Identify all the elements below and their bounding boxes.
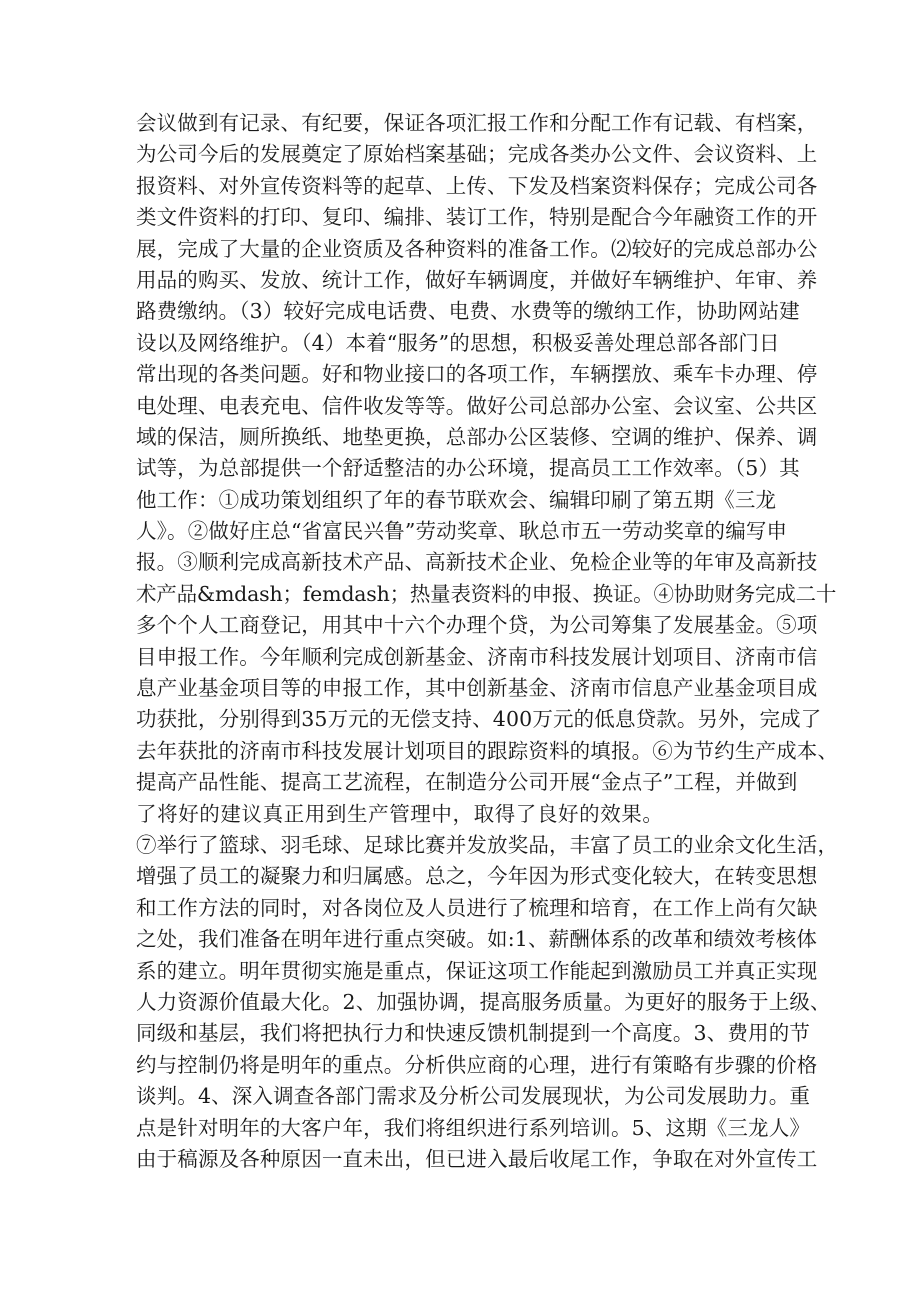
text-line: 展，完成了大量的企业资质及各种资料的准备工作。⑵较好的完成总部办公 <box>136 236 818 261</box>
text-line: 点是针对明年的大客户年，我们将组织进行系列培训。5、这期《三龙人》 <box>136 1115 810 1140</box>
text-line: 之处，我们准备在明年进行重点突破。如:1、薪酬体系的改革和绩效考核体 <box>136 927 818 952</box>
text-line: ⑦举行了篮球、羽毛球、足球比赛并发放奖品，丰富了员工的业余文化生活， <box>136 832 839 857</box>
text-line: 他工作：①成功策划组织了年的春节联欢会、编辑印刷了第五期《三龙 <box>136 487 777 512</box>
text-line: 谈判。4、深入调查各部门需求及分析公司发展现状，为公司发展助力。重 <box>136 1084 810 1109</box>
text-line: 电处理、电表充电、信件收发等等。做好公司总部办公室、会议室、公共区 <box>136 393 818 418</box>
text-line: 为公司今后的发展奠定了原始档案基础；完成各类办公文件、会议资料、上 <box>136 142 818 167</box>
text-line: 类文件资料的打印、复印、编排、装订工作，特别是配合今年融资工作的开 <box>136 205 818 230</box>
text-line: 会议做到有记录、有纪要，保证各项汇报工作和分配工作有记载、有档案， <box>136 111 818 135</box>
text-line: 多个个人工商登记，用其中十六个办理个贷，为公司筹集了发展基金。⑤项 <box>136 613 818 638</box>
text-line: 了将好的建议真正用到生产管理中，取得了良好的效果。 <box>136 801 664 826</box>
text-line: 约与控制仍将是明年的重点。分析供应商的心理，进行有策略有步骤的价格 <box>136 1052 818 1077</box>
text-line: 常出现的各类问题。好和物业接口的各项工作，车辆摆放、乘车卡办理、停 <box>136 362 818 387</box>
text-line: 人力资源价值最大化。2、加强协调，提高服务质量。为更好的服务于上级、 <box>136 989 831 1014</box>
document-body <box>136 108 839 1175</box>
text-line: 设以及网络维护。（4）本着“服务”的思想，积极妥善处理总部各部门日 <box>136 330 780 355</box>
text-line: 用品的购买、发放、统计工作，做好车辆调度，并做好车辆维护、年审、养 <box>136 267 818 292</box>
text-line: 提高产品性能、提高工艺流程，在制造分公司开展“金点子”工程，并做到 <box>136 770 798 795</box>
text-line: 同级和基层，我们将把执行力和快速反馈机制提到一个高度。3、费用的节 <box>136 1021 810 1046</box>
text-line: 去年获批的济南市科技发展计划项目的跟踪资料的填报。⑥为节约生产成本、 <box>136 738 839 763</box>
text-line: 试等，为总部提供一个舒适整洁的办公环境，提高员工工作效率。（5）其 <box>136 456 800 481</box>
text-line: 功获批，分别得到35万元的无偿支持、400万元的低息贷款。另外，完成了 <box>136 707 822 732</box>
text-line: 报资料、对外宣传资料等的起草、上传、下发及档案资料保存；完成公司各 <box>136 173 818 198</box>
text-line: 息产业基金项目等的申报工作，其中创新基金、济南市信息产业基金项目成 <box>136 676 818 701</box>
text-line: 域的保洁，厕所换纸、地垫更换，总部办公区装修、空调的维护、保养、调 <box>136 424 818 449</box>
text-line: 增强了员工的凝聚力和归属感。总之，今年因为形式变化较大，在转变思想 <box>136 864 818 889</box>
text-line: 路费缴纳。（3）较好完成电话费、电费、水费等的缴纳工作，协助网站建 <box>136 299 800 324</box>
text-line: 人》。②做好庄总“省富民兴鲁”劳动奖章、耿总市五一劳动奖章的编写申 <box>136 519 788 544</box>
text-line: 目申报工作。今年顺利完成创新基金、济南市科技发展计划项目、济南市信 <box>136 644 818 669</box>
text-line: 由于稿源及各种原因一直未出，但已进入最后收尾工作，争取在对外宣传工 <box>136 1146 818 1171</box>
text-line: 报。③顺利完成高新技术产品、高新技术企业、免检企业等的年审及高新技 <box>136 550 818 575</box>
text-line: 和工作方法的同时，对各岗位及人员进行了梳理和培育，在工作上尚有欠缺 <box>136 895 818 920</box>
text-line: 术产品&mdash；femdash；热量表资料的申报、换证。④协助财务完成二十 <box>136 581 837 606</box>
text-line: 系的建立。明年贯彻实施是重点，保证这项工作能起到激励员工并真正实现 <box>136 958 818 983</box>
